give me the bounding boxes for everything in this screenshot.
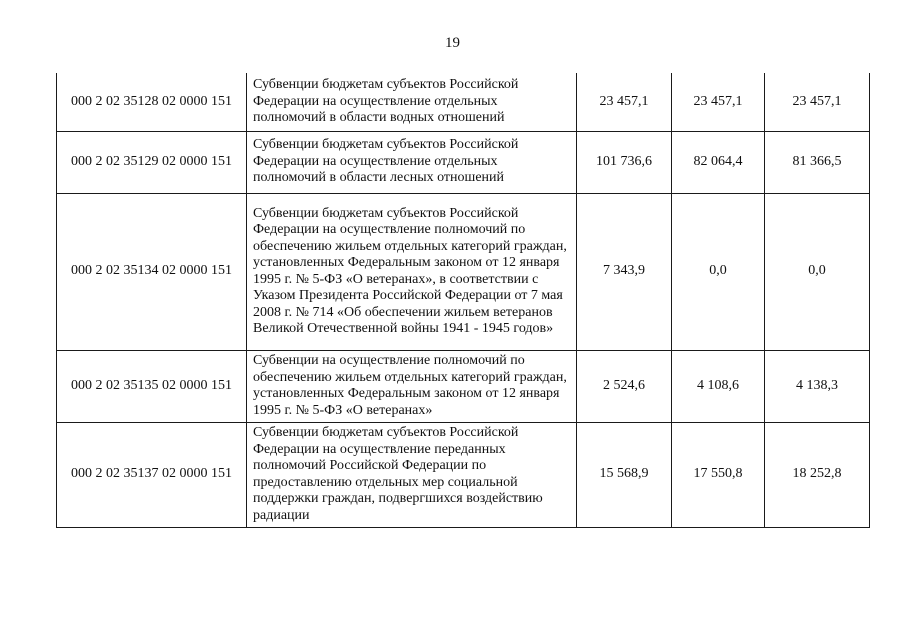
table-row [57,193,870,350]
value-year-1: 15 568,9 [577,422,672,527]
value-year-1: 2 524,6 [577,350,672,422]
budget-code: 000 2 02 35128 02 0000 151 [57,73,247,131]
value-year-1: 101 736,6 [577,131,672,193]
table-row [57,73,870,131]
value-year-2: 4 108,6 [672,350,765,422]
budget-table [56,73,870,528]
budget-item-name: Субвенции бюджетам субъектов Российской Федерации на осуществление отдельных полномочий в области лесных отношений [247,131,577,193]
budget-code: 000 2 02 35137 02 0000 151 [57,422,247,527]
value-year-3: 18 252,8 [765,422,870,527]
budget-code: 000 2 02 35129 02 0000 151 [57,131,247,193]
table-row [57,422,870,527]
value-year-3: 81 366,5 [765,131,870,193]
value-year-3: 4 138,3 [765,350,870,422]
value-year-1: 7 343,9 [577,193,672,350]
budget-item-name: Субвенции бюджетам субъектов Российской Федерации на осуществление полномочий по обеспечению жильем отдельных категорий граждан, установленных Федеральным законом от 12 января 1995 г. № 5-ФЗ «О ветеранах», в соответствии с Указом Президента Российской Федерации от 7 мая 2008 г. № 714 «Об обеспечении жильем ветеранов Великой Отечественной войны 1941 - 1945 годов» [247,193,577,350]
value-year-2: 0,0 [672,193,765,350]
budget-item-name: Субвенции на осуществление полномочий по обеспечению жильем отдельных категорий граждан, установленных Федеральным законом от 12 января 1995 г. № 5-ФЗ «О ветеранах» [247,350,577,422]
table-row [57,131,870,193]
budget-code: 000 2 02 35134 02 0000 151 [57,193,247,350]
value-year-2: 17 550,8 [672,422,765,527]
page-number: 19 [445,35,460,51]
value-year-2: 23 457,1 [672,73,765,131]
value-year-2: 82 064,4 [672,131,765,193]
value-year-3: 0,0 [765,193,870,350]
value-year-3: 23 457,1 [765,73,870,131]
budget-code: 000 2 02 35135 02 0000 151 [57,350,247,422]
table-row [57,350,870,422]
value-year-1: 23 457,1 [577,73,672,131]
budget-item-name: Субвенции бюджетам субъектов Российской Федерации на осуществление переданных полномочий Российской Федерации по предоставлению отдельных мер социальной поддержки граждан, подвергшихся воздействию радиации [247,422,577,527]
budget-item-name: Субвенции бюджетам субъектов Российской Федерации на осуществление отдельных полномочий в области водных отношений [247,73,577,131]
